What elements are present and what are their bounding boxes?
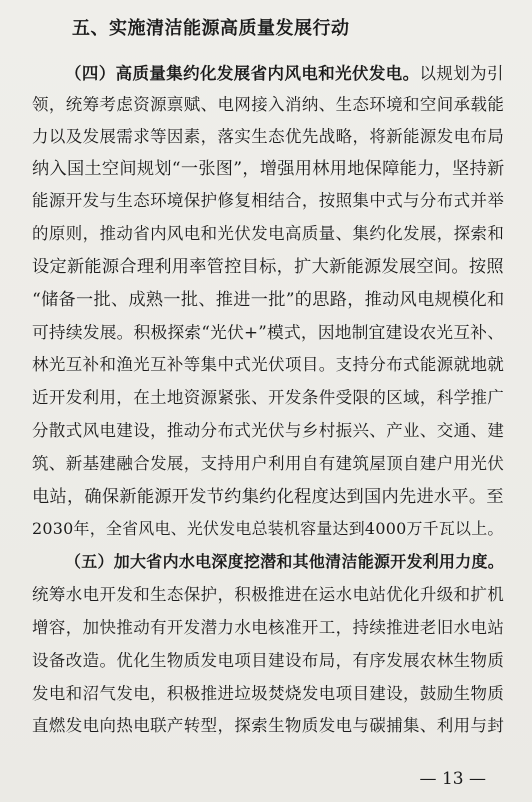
paragraph-4-lead: （四）高质量集约化发展省内风电和光伏发电。 [65,64,420,83]
paragraph-4-first-line [65,62,504,86]
paragraph-4-line: 林光互补和渔光互补等集中式光伏项目。支持分布式能源就地就 [32,355,505,374]
paragraph-4-line: 能源开发与生态环境保护修复相结合，按照集中式与分布式并举 [32,191,505,210]
paragraph-5-line: 发电和沼气发电，积极推进垃圾焚烧发电项目建设，鼓励生物质 [32,684,505,703]
paragraph-4-line: 的原则，推动省内风电和光伏发电高质量、集约化发展，探索和 [32,224,505,243]
paragraph-4-line: 设定新能源合理利用率管控目标，扩大新能源发展空间。按照 [32,257,504,277]
paragraph-5-line: 增容，加快推动有开发潜力水电核准开工，持续推进老旧水电站 [32,618,505,637]
paragraph-5-line: 设备改造。优化生物质发电项目建设布局，有序发展农林生物质 [32,651,505,670]
page-number: — 13 — [419,769,486,789]
paragraph-4-line: 分散式风电建设，推动分布式光伏与乡村振兴、产业、交通、建 [32,421,505,440]
section-title: 五、实施清洁能源高质量发展行动 [72,18,350,39]
paragraph-5-lead: （五）加大省内水电深度挖潜和其他清洁能源开发利用力度。 [65,552,505,571]
paragraph-4-line: 电站，确保新能源开发节约集约化程度达到国内先进水平。至 [32,487,504,507]
paragraph-4-line: 筑、新基建融合发展，支持用户利用自有建筑屋顶自建户用光伏 [32,454,505,473]
paragraph-4-line: 领，统筹考虑资源禀赋、电网接入消纳、生态环境和空间承载能 [32,95,505,114]
paragraph-4-line: 近开发利用，在土地资源紧张、开发条件受限的区域，科学推广 [32,388,505,407]
paragraph-4-line: 力以及发展需求等因素，落实生态优先战略，将新能源发电布局 [32,127,505,146]
paragraph-4-line: 2030年，全省风电、光伏发电总装机容量达到4000万千瓦以上。 [32,519,504,538]
paragraph-5-line: 直燃发电向热电联产转型，探索生物质发电与碳捕集、利用与封 [32,716,505,735]
paragraph-4-line: “储备一批、成熟一批、推进一批”的思路，推动风电规模化和 [32,290,505,310]
paragraph-4-line: 可持续发展。积极探索“光伏+”模式，因地制宜建设农光互补、 [32,322,505,342]
paragraph-4-line: 以规划为引 [419,64,504,83]
paragraph-5-line: 统筹水电开发和生态保护，积极推进在运水电站优化升级和扩机 [32,585,505,604]
paragraph-4-line: 纳入国土空间规划“一张图”，增强用林用地保障能力，坚持新 [32,159,505,179]
